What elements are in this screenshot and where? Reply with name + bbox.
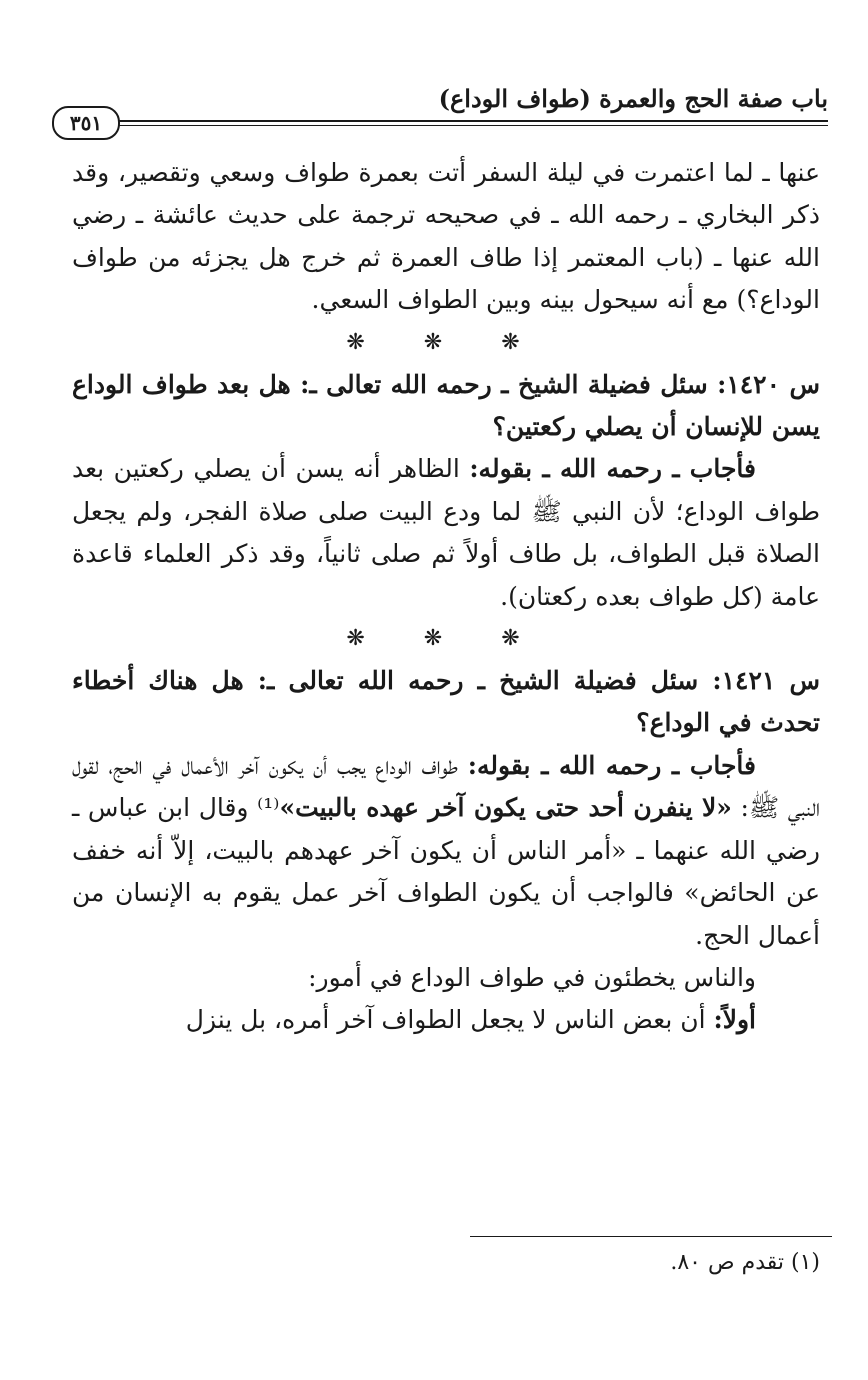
question-1420: س ١٤٢٠: سئل فضيلة الشيخ ـ رحمه الله تعالى ـ: هل بعد طواف الوداع يسن للإنسان أن يصلي ركعتين؟ bbox=[72, 369, 820, 442]
page-header bbox=[52, 84, 828, 140]
hadith-quote: «لا ينفرن أحد حتى يكون آخر عهده بالبيت» bbox=[279, 793, 732, 823]
answer-1420 bbox=[72, 448, 820, 618]
point-label: أولاً: bbox=[713, 1005, 756, 1035]
point-text: أن بعض الناس لا يجعل الطواف آخر أمره، بل ينزل bbox=[185, 1005, 714, 1035]
answer-1421 bbox=[72, 745, 820, 957]
section-separator: ❋ ❋ ❋ bbox=[346, 329, 546, 355]
answer-lead: فأجاب ـ رحمه الله ـ بقوله: bbox=[469, 454, 756, 484]
header-rule-thin bbox=[112, 125, 828, 126]
section-separator: ❋ ❋ ❋ bbox=[346, 626, 546, 652]
header-rule bbox=[112, 120, 828, 122]
page-number: ٣٥١ bbox=[52, 106, 120, 140]
paragraph-people: والناس يخطئون في طواف الوداع في أمور: bbox=[308, 962, 756, 992]
footnote: (١) تقدم ص ٨٠. bbox=[670, 1250, 820, 1275]
text-line: وقد ذكر البخاري ـ رحمه الله ـ في صحيحه ترجمة على حديث عائشة bbox=[72, 158, 820, 230]
footnote-separator bbox=[470, 1236, 832, 1237]
running-title: باب صفة الحج والعمرة (طواف الوداع) bbox=[438, 84, 828, 113]
text-line: من طواف الوداع؟) مع أنه سيحول بينه وبين الطواف السعي. bbox=[72, 242, 820, 315]
paragraph-first-point bbox=[72, 999, 820, 1041]
paragraph-continuation bbox=[72, 152, 820, 322]
footnote-reference: ⁽¹⁾ bbox=[257, 793, 280, 823]
answer-lead: فأجاب ـ رحمه الله ـ بقوله: bbox=[467, 750, 756, 780]
question-1421: س ١٤٢١: سئل فضيلة الشيخ ـ رحمه الله تعالى ـ: هل هناك أخطاء تحدث في الوداع؟ bbox=[72, 666, 820, 738]
text-line: عنها ـ لما اعتمرت في ليلة السفر أتت بعمرة طواف وسعي وتقصير، bbox=[117, 158, 820, 187]
main-text bbox=[72, 152, 820, 1042]
answer-text: وقال ابن عباس ـ رضي الله عنهما ـ «أمر الناس أن يكون آخر عهدهم بالبيت، إلاّ أنه خفف عن الحائض» فالواجب أن يكون الطواف آخر عمل يقوم به الإنسان من أعمال الحج. bbox=[72, 793, 820, 950]
text-line: ـ رضي الله عنها ـ (باب المعتمر إذا طاف العمرة ثم خرج هل يجزئه bbox=[72, 200, 820, 272]
answer-text: طواف الوداع يجب أن يكون آخر الأعمال في الحج، لقول النبي ﷺ: bbox=[72, 750, 820, 823]
answer-text: الظاهر أنه يسن أن يصلي ركعتين بعد طواف الوداع؛ لأن النبي ﷺ لما ودع البيت صلى صلاة الفجر، ولم يجعل الصلاة قبل الطواف، بل طاف أولاً ثم صلى ثانياً، وقد ذكر العلماء قاعدة عامة (كل طواف بعده ركعتان). bbox=[72, 454, 820, 611]
